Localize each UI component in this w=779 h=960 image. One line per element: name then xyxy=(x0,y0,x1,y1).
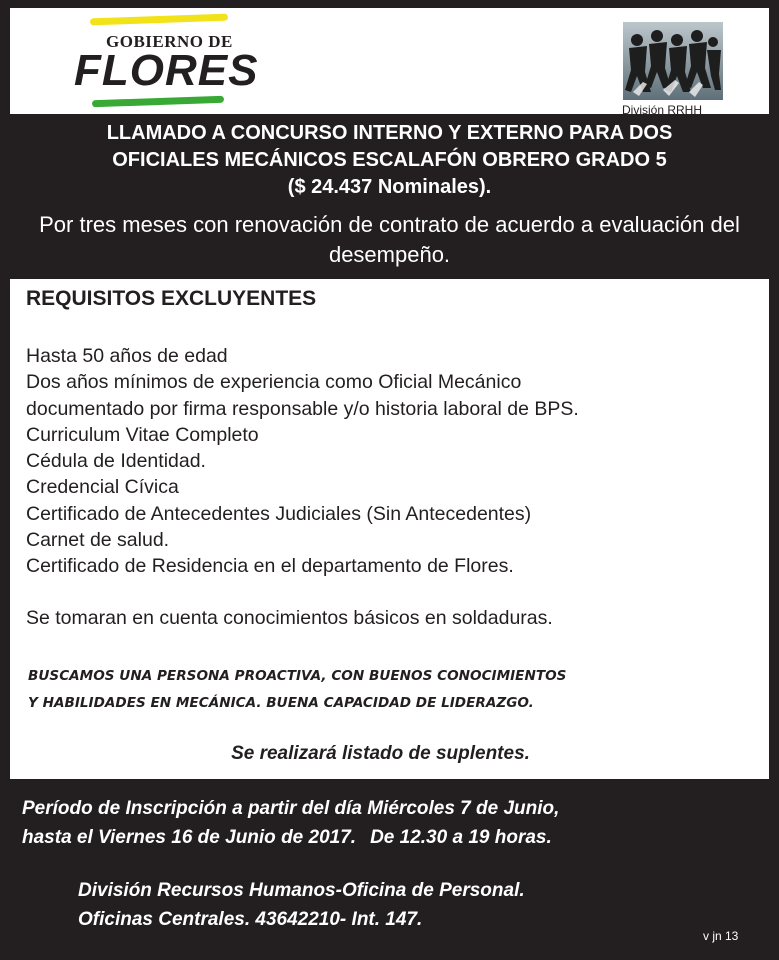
profile-line-1: BUSCAMOS UNA PERSONA PROACTIVA, CON BUENOS CONOCIMIENTOS xyxy=(28,668,567,684)
title-line-3: ($ 24.437 Nominales). xyxy=(287,176,492,198)
subtitle-line-1: Por tres meses con renovación de contrato de acuerdo a evaluación del xyxy=(39,212,740,237)
requirements-list xyxy=(26,343,579,580)
requirement-item: Credencial Cívica xyxy=(26,476,179,499)
office-line-1: División Recursos Humanos-Oficina de Personal. xyxy=(78,880,525,901)
logo-green-stripe xyxy=(92,96,224,108)
inscription-period xyxy=(22,794,559,852)
logo-yellow-stripe xyxy=(90,14,228,26)
requirement-item: documentado por firma responsable y/o historia laboral de BPS. xyxy=(26,397,579,420)
announcement-title xyxy=(10,120,769,201)
requirement-item: Certificado de Antecedentes Judiciales (Sin Antecedentes) xyxy=(26,502,532,525)
inscription-hours: De 12.30 a 19 horas. xyxy=(370,827,552,848)
requirement-item: Certificado de Residencia en el departamento de Flores. xyxy=(26,555,514,578)
profile-line-2: Y HABILIDADES EN MECÁNICA. BUENA CAPACIDAD DE LIDERAZGO. xyxy=(28,695,534,711)
gobierno-flores-logo xyxy=(68,12,259,116)
subtitle-line-2: desempeño. xyxy=(328,242,451,267)
candidate-profile xyxy=(28,663,566,717)
version-code: v jn 13 xyxy=(703,929,739,943)
office-info xyxy=(78,876,525,934)
requirement-item: Carnet de salud. xyxy=(26,529,170,552)
requirements-heading: REQUISITOS EXCLUYENTES xyxy=(26,287,317,310)
office-line-2: Oficinas Centrales. 43642210- Int. 147. xyxy=(78,909,423,930)
contract-subtitle xyxy=(10,210,769,270)
suplentes-note: Se realizará listado de suplentes. xyxy=(231,743,530,764)
rrhh-people-icon xyxy=(623,22,723,100)
logo-text-gobierno: GOBIERNO DE xyxy=(106,32,233,51)
welding-note: Se tomaran en cuenta conocimientos básicos en soldaduras. xyxy=(26,607,553,629)
inscription-line-1: Período de Inscripción a partir del día Miércoles 7 de Junio, xyxy=(22,798,560,819)
requirement-item: Curriculum Vitae Completo xyxy=(26,423,259,446)
inscription-end-date: hasta el Viernes 16 de Junio de 2017. xyxy=(22,827,357,848)
requirement-item: Cédula de Identidad. xyxy=(26,450,206,473)
requirement-item: Hasta 50 años de edad xyxy=(26,345,228,367)
requirements-panel xyxy=(10,279,769,779)
inscription-line-2 xyxy=(22,823,559,852)
header-band xyxy=(10,8,769,117)
logo-text-flores: FLORES xyxy=(74,46,259,95)
title-line-2: OFICIALES MECÁNICOS ESCALAFÓN OBRERO GRADO 5 xyxy=(112,149,667,171)
requirement-item: Dos años mínimos de experiencia como Oficial Mecánico xyxy=(26,371,522,394)
title-line-1: LLAMADO A CONCURSO INTERNO Y EXTERNO PARA DOS xyxy=(106,122,673,144)
division-rrhh-label: División RRHH xyxy=(621,103,702,117)
